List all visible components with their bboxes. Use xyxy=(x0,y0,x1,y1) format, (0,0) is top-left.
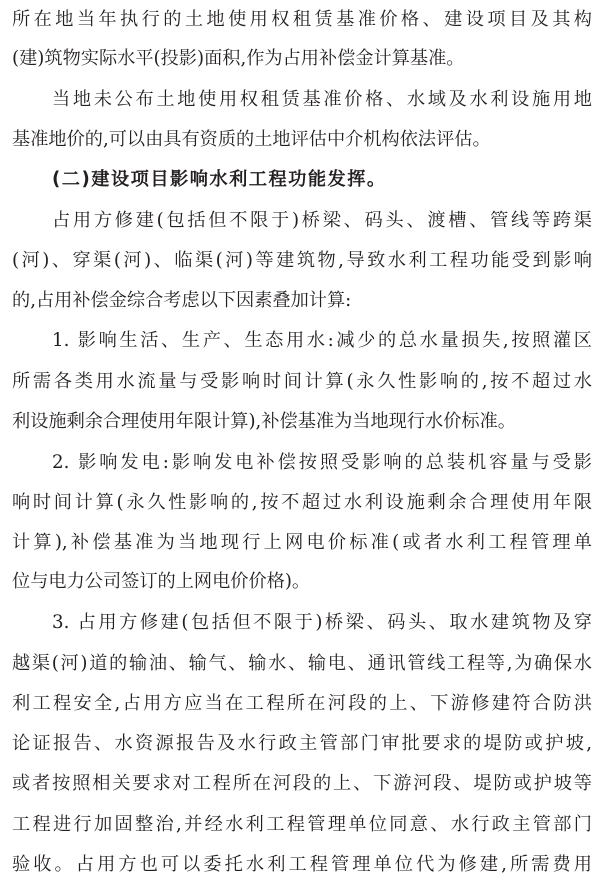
text-line: 工程进行加固整治,并经水利工程管理单位同意、水行政主管部门 xyxy=(12,814,592,835)
text-line: 基准地价的,可以由具有资质的土地评估中介机构依法评估。 xyxy=(12,129,491,150)
list-item-2: 2. 影响发电:影响发电补偿按照受影响的总装机容量与受影 xyxy=(52,452,592,473)
text-line: 利工程安全,占用方应当在工程所在河段的上、下游修建符合防洪 xyxy=(12,693,592,714)
list-item-1: 1. 影响生活、生产、生态用水:减少的总水量损失,按照灌区 xyxy=(52,330,592,351)
text-line: 越渠(河)道的输油、输气、输水、输电、通讯管线工程等,为确保水 xyxy=(12,653,592,674)
text-line: 响时间计算(永久性影响的,按不超过水利设施剩余合理使用年限 xyxy=(12,492,592,513)
section-heading: (二)建设项目影响水利工程功能发挥。 xyxy=(52,169,387,190)
text-line: 占用方修建(包括但不限于)桥梁、码头、渡槽、管线等跨渠 xyxy=(52,210,592,231)
text-line: 利设施剩余合理使用年限计算),补偿基准为当地现行水价标准。 xyxy=(12,411,516,432)
text-line: 所在地当年执行的土地使用权租赁基准价格、建设项目及其构 xyxy=(12,9,592,30)
text-line: 的,占用补偿金综合考虑以下因素叠加计算: xyxy=(12,290,352,311)
list-item-3: 3. 占用方修建(包括但不限于)桥梁、码头、取水建筑物及穿 xyxy=(52,612,592,633)
text-line: 论证报告、水资源报告及水行政主管部门审批要求的堤防或护坡, xyxy=(12,733,592,754)
text-line: 计算),补偿基准为当地现行上网电价标准(或者水利工程管理单 xyxy=(12,532,592,553)
text-line: 或者按照相关要求对工程所在河段的上、下游河段、堤防或护坡等 xyxy=(12,773,592,794)
text-line: 所需各类用水流量与受影响时间计算(永久性影响的,按不超过水 xyxy=(12,371,592,392)
text-line: (河)、穿渠(河)、临渠(河)等建筑物,导致水利工程功能受到影响 xyxy=(12,250,592,271)
text-line: 位与电力公司签订的上网电价价格)。 xyxy=(12,571,311,592)
text-line: 验收。占用方也可以委托水利工程管理单位代为修建,所需费用 xyxy=(12,854,592,875)
text-line: (建)筑物实际水平(投影)面积,作为占用补偿金计算基准。 xyxy=(12,48,465,69)
text-line: 当地未公布土地使用权租赁基准价格、水域及水利设施用地 xyxy=(52,89,592,110)
